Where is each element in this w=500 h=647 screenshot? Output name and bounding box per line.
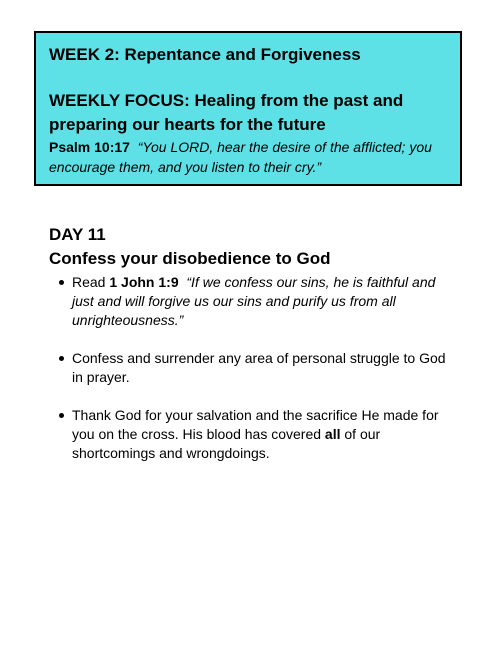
- list-item: [49, 273, 459, 330]
- item-emphasis: all: [324, 426, 341, 442]
- item-prefix: Read: [72, 274, 110, 290]
- bullet-icon: [59, 413, 64, 418]
- week-title: WEEK 2: Repentance and Forgiveness: [49, 45, 361, 64]
- psalm-verse: [49, 137, 447, 177]
- task-list: [49, 273, 459, 463]
- list-item: [49, 406, 459, 463]
- day-section: [49, 224, 459, 482]
- item-text: Confess and surrender any area of personal struggle to God in prayer.: [72, 350, 446, 385]
- bullet-icon: [59, 356, 64, 361]
- item-text-after: of our shortcomings and wrongdoings.: [72, 426, 381, 461]
- item-text-before: Thank God for your salvation and the sacrifice He made for you on the cross. His blood has covered: [72, 407, 439, 442]
- weekly-focus-box: [34, 31, 462, 186]
- scripture-quote: “If we confess our sins, he is faithful and just and will forgive us our sins and purify us from all unrighteousness.”: [72, 274, 436, 328]
- list-item: [49, 349, 459, 387]
- psalm-quote: “You LORD, hear the desire of the afflicted; you encourage them, and you listen to their cry.”: [49, 139, 432, 175]
- day-label: DAY 11: [49, 225, 106, 244]
- bullet-icon: [59, 280, 64, 285]
- weekly-focus-heading: WEEKLY FOCUS: Healing from the past and preparing our hearts for the future: [49, 91, 404, 134]
- psalm-reference: Psalm 10:17: [49, 139, 130, 155]
- scripture-reference: 1 John 1:9: [109, 274, 179, 290]
- day-title: Confess your disobedience to God: [49, 249, 331, 268]
